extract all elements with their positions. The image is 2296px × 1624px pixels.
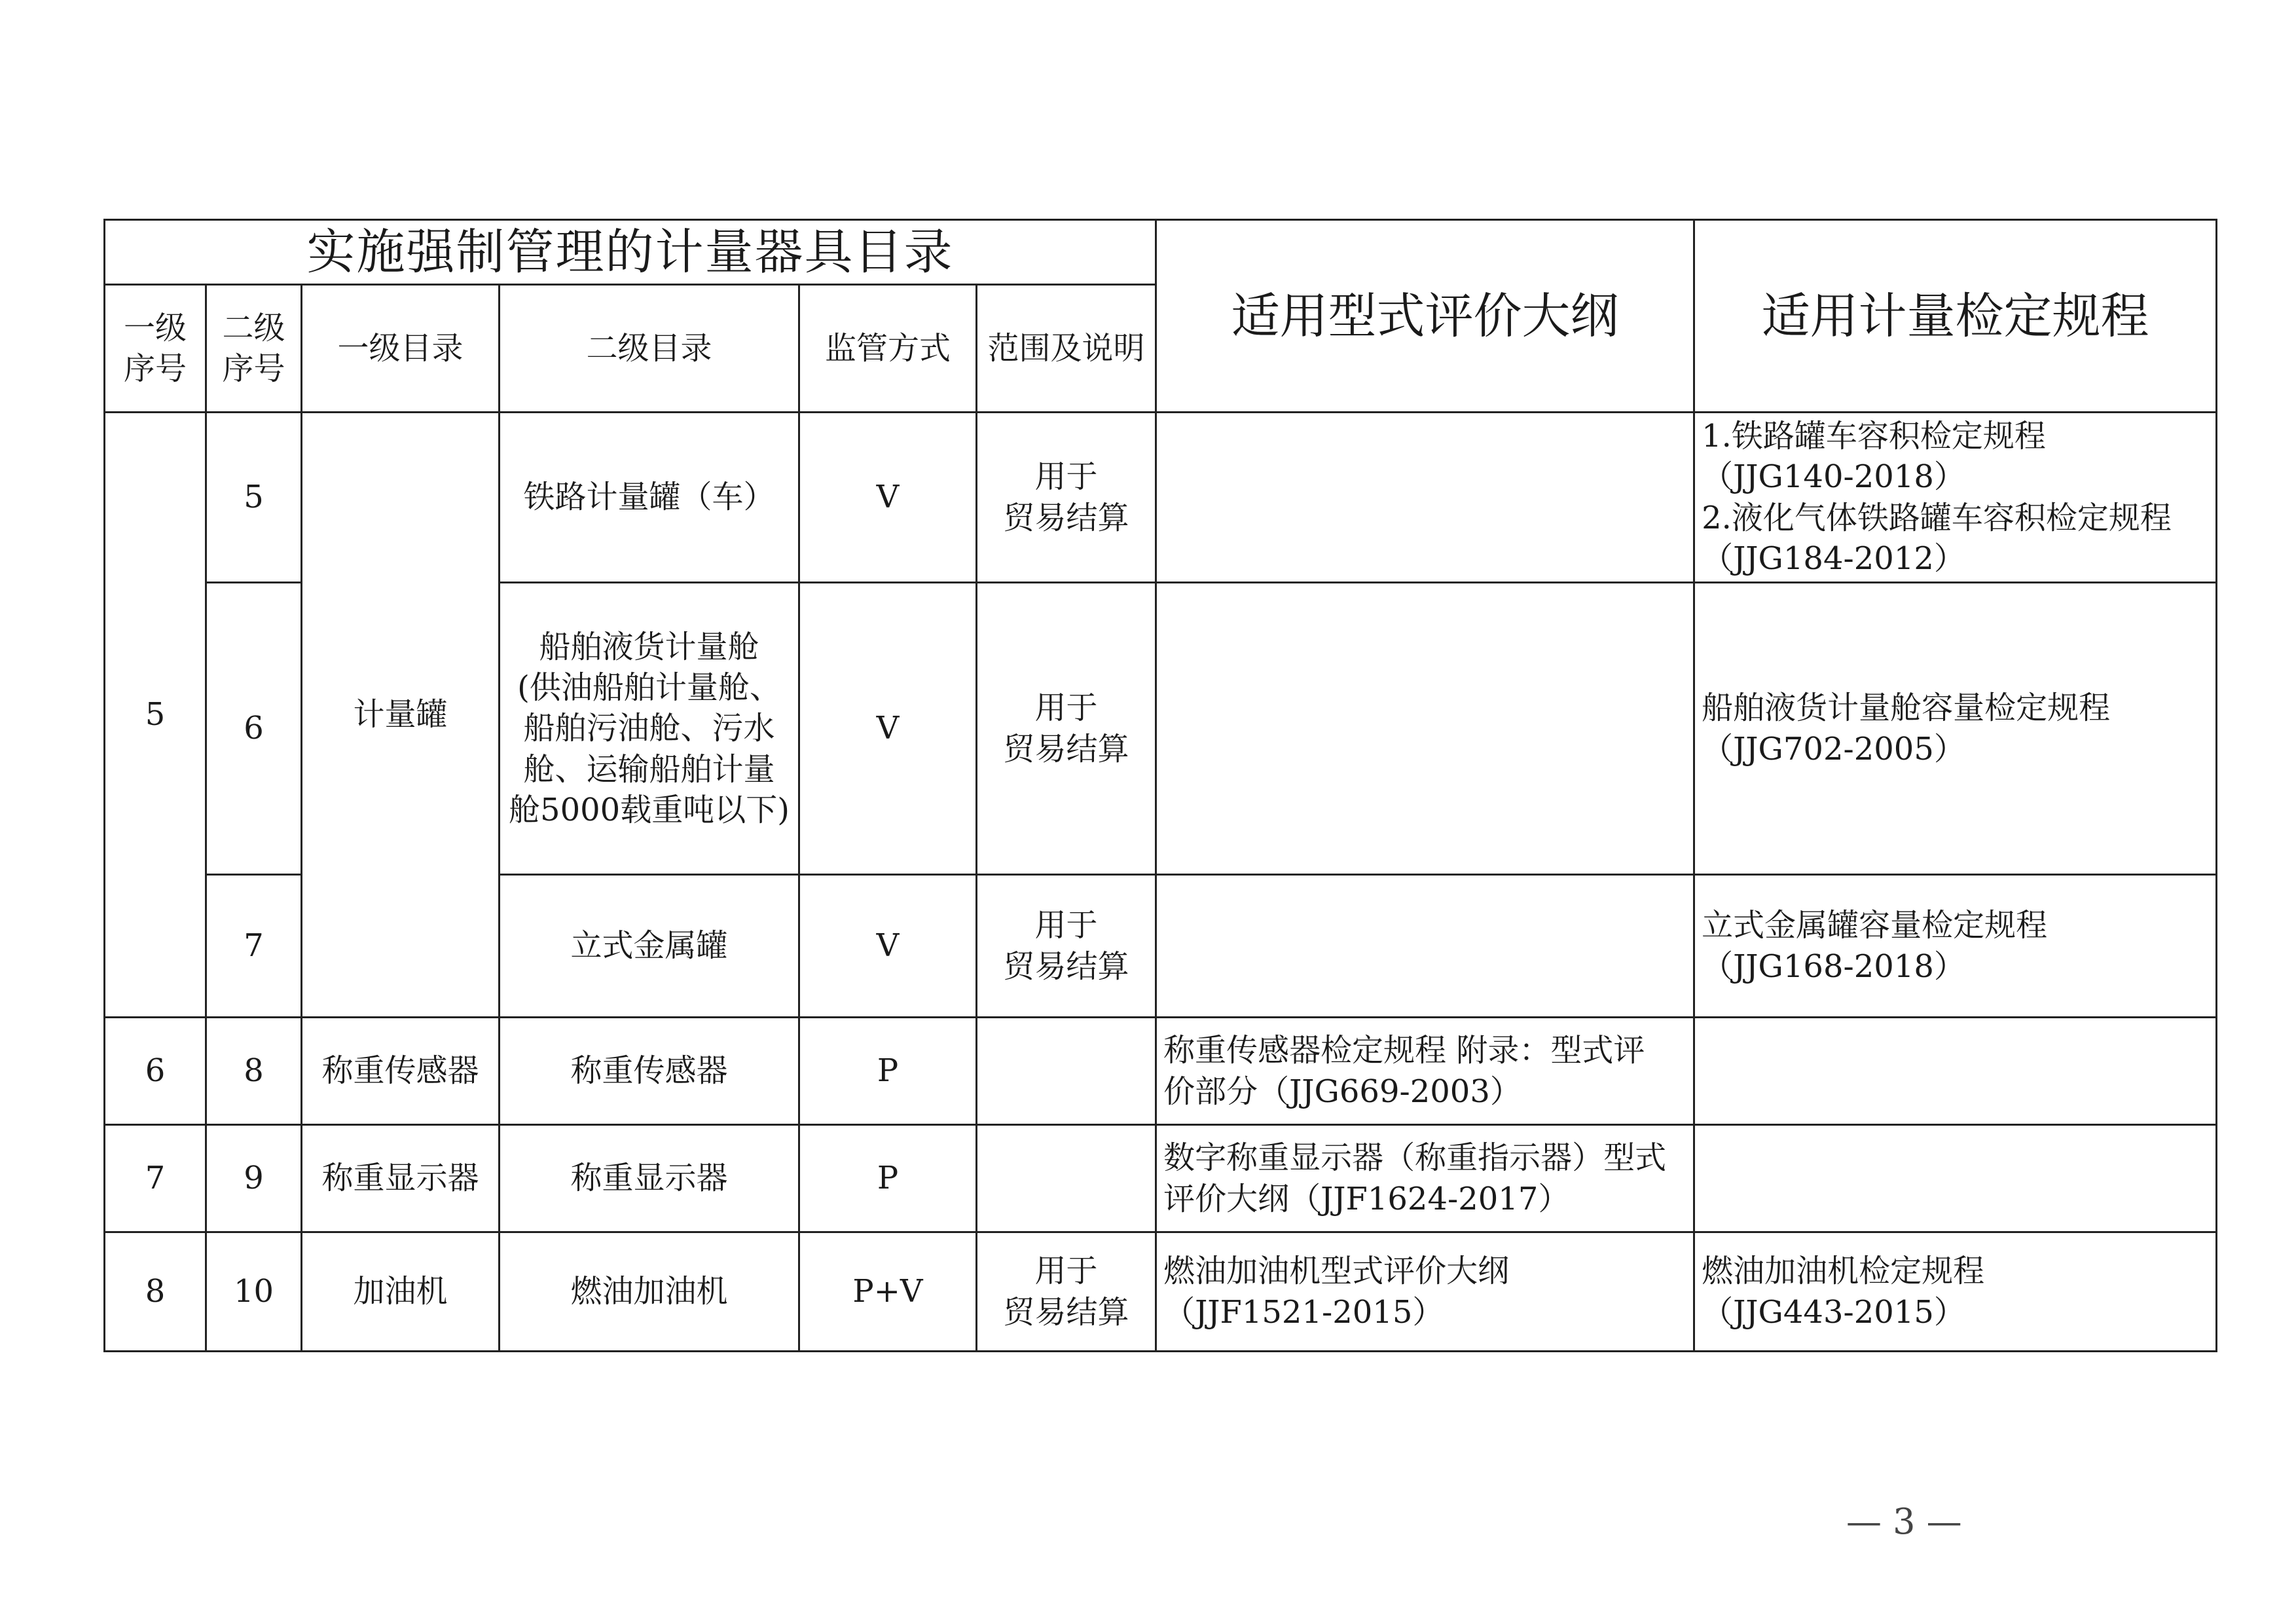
- level2-number: 7: [206, 875, 302, 1018]
- header-level1-number: 一级 序号: [105, 285, 206, 413]
- scope-description: 用于 贸易结算: [977, 583, 1156, 875]
- scope-description: [977, 1018, 1156, 1125]
- level1-catalog: 计量罐: [302, 413, 500, 1018]
- table-title: 实施强制管理的计量器具目录: [105, 220, 1156, 285]
- verification-regulation: [1694, 1018, 2217, 1125]
- header-level2-catalog: 二级目录: [500, 285, 799, 413]
- page-number: — 3 —: [1846, 1501, 1962, 1542]
- verification-regulation: [1694, 1125, 2217, 1232]
- level1-number: 8: [105, 1232, 206, 1352]
- table-row: [105, 413, 2217, 583]
- level1-catalog: 加油机: [302, 1232, 500, 1352]
- scope-description: 用于 贸易结算: [977, 1232, 1156, 1352]
- level1-number: 5: [105, 413, 206, 1018]
- level2-catalog: 燃油加油机: [500, 1232, 799, 1352]
- level2-number: 5: [206, 413, 302, 583]
- level2-catalog: 称重显示器: [500, 1125, 799, 1232]
- supervision-mode: V: [799, 413, 977, 583]
- table-row: [105, 1232, 2217, 1352]
- evaluation-outline: [1156, 875, 1694, 1018]
- level2-catalog: 船舶液货计量舱 (供油船舶计量舱、 船舶污油舱、污水 舱、运输船舶计量 舱5000载重吨以下): [500, 583, 799, 875]
- supervision-mode: P+V: [799, 1232, 977, 1352]
- level2-number: 8: [206, 1018, 302, 1125]
- level1-catalog: 称重显示器: [302, 1125, 500, 1232]
- header-supervision-mode: 监管方式: [799, 285, 977, 413]
- level2-catalog: 铁路计量罐（车）: [500, 413, 799, 583]
- header-level2-number: 二级 序号: [206, 285, 302, 413]
- verification-regulation: 船舶液货计量舱容量检定规程 （JJG702-2005）: [1694, 583, 2217, 875]
- evaluation-outline: 数字称重显示器（称重指示器）型式 评价大纲（JJF1624-2017）: [1156, 1125, 1694, 1232]
- evaluation-outline: 称重传感器检定规程 附录：型式评 价部分（JJG669-2003）: [1156, 1018, 1694, 1125]
- header-scope: 范围及说明: [977, 285, 1156, 413]
- level2-catalog: 称重传感器: [500, 1018, 799, 1125]
- level1-catalog: 称重传感器: [302, 1018, 500, 1125]
- level2-number: 10: [206, 1232, 302, 1352]
- table-row: [105, 1018, 2217, 1125]
- level1-number: 7: [105, 1125, 206, 1232]
- verification-regulation: 1.铁路罐车容积检定规程 （JJG140-2018） 2.液化气体铁路罐车容积检定规程 （JJG184-2012）: [1694, 413, 2217, 583]
- scope-description: [977, 1125, 1156, 1232]
- header-level1-catalog: 一级目录: [302, 285, 500, 413]
- supervision-mode: P: [799, 1125, 977, 1232]
- verification-regulation: 燃油加油机检定规程 （JJG443-2015）: [1694, 1232, 2217, 1352]
- verification-regulation: 立式金属罐容量检定规程 （JJG168-2018）: [1694, 875, 2217, 1018]
- supervision-mode: P: [799, 1018, 977, 1125]
- scope-description: 用于 贸易结算: [977, 413, 1156, 583]
- header-evaluation-outline: 适用型式评价大纲: [1156, 220, 1694, 413]
- evaluation-outline: 燃油加油机型式评价大纲 （JJF1521-2015）: [1156, 1232, 1694, 1352]
- table-title-row: [105, 220, 2217, 285]
- level2-number: 9: [206, 1125, 302, 1232]
- supervision-mode: V: [799, 875, 977, 1018]
- evaluation-outline: [1156, 583, 1694, 875]
- scope-description: 用于 贸易结算: [977, 875, 1156, 1018]
- table-row: [105, 1125, 2217, 1232]
- catalog-table: [103, 219, 2217, 1352]
- level1-number: 6: [105, 1018, 206, 1125]
- supervision-mode: V: [799, 583, 977, 875]
- level2-number: 6: [206, 583, 302, 875]
- evaluation-outline: [1156, 413, 1694, 583]
- header-verification-regulation: 适用计量检定规程: [1694, 220, 2217, 413]
- level2-catalog: 立式金属罐: [500, 875, 799, 1018]
